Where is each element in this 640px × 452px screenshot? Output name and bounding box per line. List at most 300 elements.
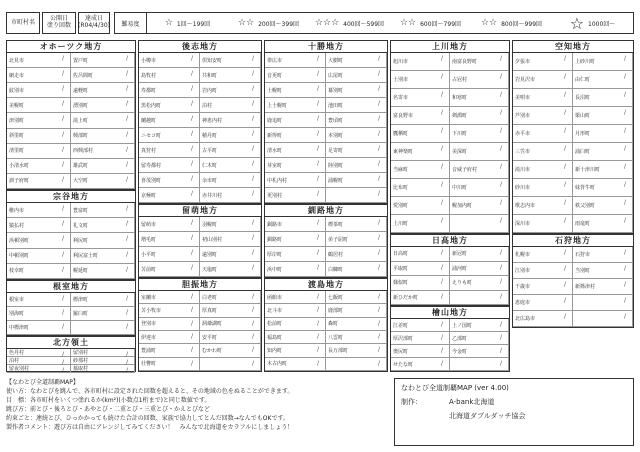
municipality-cell[interactable]: [71, 144, 135, 159]
municipality-cell[interactable]: [200, 247, 261, 262]
municipality-cell[interactable]: [513, 247, 573, 263]
municipality-cell[interactable]: [71, 249, 135, 264]
region-hoppo: [6, 336, 136, 372]
region-grid: [139, 291, 261, 371]
municipality-cell[interactable]: [200, 331, 261, 344]
municipality-cell[interactable]: [7, 307, 71, 321]
municipality-cell[interactable]: [450, 358, 509, 371]
municipality-cell[interactable]: [391, 125, 450, 143]
municipality-cell[interactable]: [200, 68, 261, 83]
municipality-name: 由仁町: [575, 77, 591, 83]
municipality-cell[interactable]: [7, 365, 71, 373]
municipality-cell[interactable]: [7, 113, 71, 128]
municipality-cell[interactable]: [7, 174, 71, 189]
municipality-cell[interactable]: [326, 331, 387, 344]
municipality-cell[interactable]: [71, 233, 135, 248]
municipality-cell[interactable]: [326, 83, 387, 98]
municipality-name: 中頓別町: [9, 253, 30, 260]
municipality-name: 七飯町: [328, 294, 344, 301]
municipality-cell[interactable]: [391, 71, 450, 89]
municipality-name: 千歳市: [515, 284, 531, 290]
region-title: 檜山地方: [391, 307, 509, 319]
date-slash: /: [316, 346, 319, 354]
region-okhotsk: [6, 40, 136, 190]
municipality-cell[interactable]: [139, 53, 200, 68]
date-slash: /: [61, 309, 64, 316]
municipality-cell[interactable]: [513, 71, 573, 89]
municipality-name: 京極町: [141, 192, 157, 199]
municipality-cell[interactable]: [391, 319, 450, 332]
date-slash: /: [61, 175, 64, 183]
header-box-achieved-label: 達成日 (R04/4/30): [78, 15, 110, 29]
municipality-cell[interactable]: [450, 276, 509, 291]
municipality-cell[interactable]: [71, 357, 135, 365]
municipality-cell[interactable]: [200, 344, 261, 357]
municipality-cell[interactable]: [7, 203, 71, 218]
credits-org: 北海道ダブルダッチ協会: [449, 412, 526, 420]
municipality-name: むかわ町: [202, 347, 223, 354]
municipality-cell[interactable]: [265, 83, 326, 98]
municipality-cell[interactable]: [265, 247, 326, 262]
municipality-cell[interactable]: [391, 345, 450, 358]
date-slash: /: [125, 359, 128, 366]
municipality-cell[interactable]: [7, 218, 71, 233]
municipality-cell[interactable]: [71, 83, 135, 98]
municipality-name: 根室市: [9, 297, 25, 303]
municipality-cell[interactable]: [450, 262, 509, 277]
municipality-cell[interactable]: [391, 358, 450, 371]
date-slash: /: [623, 127, 626, 134]
credits-maker: A-bank北海道: [449, 398, 495, 406]
date-slash: /: [377, 115, 380, 122]
municipality-cell[interactable]: [573, 89, 633, 107]
date-slash: /: [377, 55, 380, 62]
municipality-cell[interactable]: [71, 98, 135, 113]
date-slash: /: [190, 190, 193, 197]
municipality-cell[interactable]: [265, 318, 326, 331]
municipality-cell[interactable]: [391, 179, 450, 197]
municipality-name: 愛別町: [393, 203, 409, 209]
municipality-cell[interactable]: [200, 158, 261, 173]
municipality-cell[interactable]: [71, 349, 135, 357]
municipality-cell[interactable]: [513, 125, 573, 143]
municipality-cell[interactable]: [7, 233, 71, 248]
header-box-achieved: [78, 12, 110, 34]
municipality-name: 足寄町: [328, 147, 344, 154]
legend-range: 1000回～: [588, 20, 616, 28]
date-slash: /: [499, 127, 502, 134]
date-slash: /: [316, 219, 319, 226]
municipality-cell[interactable]: [265, 262, 326, 277]
municipality-cell[interactable]: [139, 262, 200, 277]
municipality-cell[interactable]: [200, 188, 261, 203]
municipality-cell[interactable]: [326, 344, 387, 357]
municipality-cell[interactable]: [71, 365, 135, 373]
date-slash: /: [251, 264, 254, 271]
date-slash: /: [440, 181, 443, 188]
credits-maker-label: 制作：: [401, 398, 422, 406]
municipality-name: 紋別市: [9, 87, 25, 94]
municipality-name: 様似町: [393, 280, 409, 287]
municipality-cell[interactable]: [391, 215, 450, 233]
municipality-name: 厚沢部町: [393, 335, 414, 342]
municipality-cell[interactable]: [200, 128, 261, 143]
municipality-cell[interactable]: [326, 247, 387, 262]
municipality-cell[interactable]: [450, 291, 509, 306]
date-slash: /: [377, 130, 380, 137]
date-slash: /: [499, 91, 502, 98]
municipality-cell[interactable]: [265, 113, 326, 128]
date-slash: /: [61, 205, 64, 212]
municipality-cell[interactable]: [265, 173, 326, 188]
municipality-cell[interactable]: [391, 197, 450, 215]
municipality-cell[interactable]: [265, 232, 326, 247]
municipality-cell[interactable]: [326, 53, 387, 68]
region-tokachi: [264, 40, 388, 204]
legend-tier: [309, 18, 390, 28]
region-grid: [391, 247, 509, 305]
municipality-cell[interactable]: [265, 98, 326, 113]
municipality-cell[interactable]: [71, 68, 135, 83]
municipality-cell[interactable]: [200, 232, 261, 247]
municipality-cell[interactable]: [139, 217, 200, 232]
municipality-cell[interactable]: [7, 68, 71, 83]
municipality-cell[interactable]: [573, 107, 633, 125]
date-slash: /: [251, 249, 254, 256]
municipality-cell[interactable]: [200, 98, 261, 113]
municipality-name: 留夜別村: [9, 366, 30, 372]
municipality-cell[interactable]: [326, 128, 387, 143]
municipality-cell[interactable]: [326, 173, 387, 188]
date-slash: /: [61, 85, 64, 93]
municipality-cell[interactable]: [513, 89, 573, 107]
municipality-cell[interactable]: [265, 217, 326, 232]
region-hiyama: [390, 306, 510, 372]
municipality-cell[interactable]: [326, 217, 387, 232]
municipality-cell[interactable]: [326, 158, 387, 173]
municipality-cell[interactable]: [139, 68, 200, 83]
municipality-name: 幌延町: [73, 268, 89, 275]
municipality-name: 清水町: [267, 147, 283, 154]
municipality-cell[interactable]: [7, 321, 71, 335]
region-grid: [7, 53, 135, 189]
municipality-cell[interactable]: [391, 107, 450, 125]
municipality-name: 苫前町: [141, 266, 157, 273]
municipality-cell[interactable]: [139, 331, 200, 344]
municipality-cell[interactable]: [391, 53, 450, 71]
municipality-cell[interactable]: [7, 357, 71, 365]
municipality-cell[interactable]: [71, 203, 135, 218]
region-title: 渡島地方: [265, 279, 387, 291]
date-slash: /: [61, 351, 64, 358]
municipality-cell[interactable]: [200, 318, 261, 331]
municipality-cell[interactable]: [573, 125, 633, 143]
region-title: 上川地方: [391, 41, 509, 53]
municipality-cell[interactable]: [391, 332, 450, 345]
region-kamikawa: [390, 40, 510, 234]
municipality-cell[interactable]: [573, 179, 633, 197]
municipality-cell[interactable]: [7, 98, 71, 113]
date-slash: /: [623, 145, 626, 152]
municipality-cell[interactable]: [513, 53, 573, 71]
municipality-cell[interactable]: [573, 247, 633, 263]
municipality-cell[interactable]: [139, 344, 200, 357]
date-slash: /: [251, 219, 254, 226]
date-slash: /: [563, 199, 566, 206]
municipality-cell[interactable]: [7, 293, 71, 307]
date-slash: /: [563, 73, 566, 80]
municipality-cell[interactable]: [450, 247, 509, 262]
municipality-cell[interactable]: [7, 349, 71, 357]
municipality-name: 上士幌町: [267, 102, 288, 109]
municipality-cell[interactable]: [265, 344, 326, 357]
region-grid: [513, 247, 633, 327]
municipality-name: 猿払村: [9, 222, 25, 229]
region-grid: [265, 217, 387, 277]
municipality-cell[interactable]: [513, 179, 573, 197]
date-slash: /: [61, 367, 64, 374]
municipality-cell[interactable]: [139, 358, 200, 371]
date-slash: /: [125, 367, 128, 374]
municipality-cell[interactable]: [139, 98, 200, 113]
municipality-cell[interactable]: [265, 331, 326, 344]
municipality-cell[interactable]: [573, 53, 633, 71]
municipality-cell[interactable]: [326, 232, 387, 247]
municipality-cell[interactable]: [513, 107, 573, 125]
municipality-cell[interactable]: [7, 159, 71, 174]
municipality-cell[interactable]: [71, 307, 135, 321]
difficulty-legend: [114, 12, 634, 34]
municipality-cell[interactable]: [7, 53, 71, 68]
municipality-cell[interactable]: [573, 263, 633, 279]
municipality-cell[interactable]: [200, 262, 261, 277]
municipality-cell[interactable]: [200, 173, 261, 188]
municipality-cell[interactable]: [200, 304, 261, 317]
date-slash: /: [623, 281, 626, 288]
municipality-cell[interactable]: [513, 295, 573, 311]
municipality-name: 鹿部町: [328, 307, 344, 314]
date-slash: /: [316, 160, 319, 167]
date-slash: /: [190, 293, 193, 300]
date-slash: /: [377, 70, 380, 77]
date-slash: /: [563, 127, 566, 134]
municipality-cell[interactable]: [450, 197, 509, 215]
municipality-cell[interactable]: [573, 279, 633, 295]
date-slash: /: [499, 217, 502, 224]
star-icon: ☆☆☆: [314, 18, 340, 28]
municipality-cell[interactable]: [265, 188, 326, 203]
municipality-cell[interactable]: [573, 311, 633, 327]
municipality-cell[interactable]: [139, 188, 200, 203]
municipality-cell[interactable]: [326, 98, 387, 113]
municipality-cell[interactable]: [139, 113, 200, 128]
municipality-cell[interactable]: [71, 321, 135, 335]
municipality-cell[interactable]: [265, 53, 326, 68]
municipality-cell[interactable]: [139, 158, 200, 173]
date-slash: /: [61, 250, 64, 258]
region-rumoi: [138, 204, 262, 278]
municipality-cell[interactable]: [200, 113, 261, 128]
municipality-name: 厚岸町: [267, 251, 283, 258]
municipality-cell[interactable]: [7, 144, 71, 159]
municipality-name: 東神楽町: [393, 149, 414, 155]
date-slash: /: [125, 145, 128, 153]
municipality-cell[interactable]: [265, 358, 326, 371]
date-slash: /: [251, 319, 254, 327]
municipality-cell[interactable]: [450, 53, 509, 71]
municipality-cell[interactable]: [391, 247, 450, 262]
municipality-cell[interactable]: [326, 262, 387, 277]
municipality-cell[interactable]: [71, 218, 135, 233]
municipality-name: 南富良野町: [452, 59, 478, 65]
municipality-cell[interactable]: [391, 276, 450, 291]
municipality-cell[interactable]: [513, 143, 573, 161]
municipality-name: 新十津川町: [575, 167, 601, 173]
date-slash: /: [190, 130, 193, 137]
municipality-cell[interactable]: [450, 215, 509, 233]
municipality-cell[interactable]: [265, 304, 326, 317]
municipality-cell[interactable]: [450, 345, 509, 358]
municipality-cell[interactable]: [450, 161, 509, 179]
municipality-cell[interactable]: [450, 332, 509, 345]
municipality-cell[interactable]: [7, 264, 71, 279]
municipality-cell[interactable]: [513, 311, 573, 327]
municipality-name: 稚内市: [9, 207, 25, 214]
date-slash: /: [190, 70, 193, 77]
municipality-cell[interactable]: [7, 249, 71, 264]
municipality-cell[interactable]: [71, 293, 135, 307]
municipality-name: 上川町: [393, 221, 409, 227]
municipality-name: 鹿追町: [267, 117, 283, 124]
municipality-cell[interactable]: [265, 143, 326, 158]
municipality-cell[interactable]: [326, 188, 387, 203]
municipality-name: 白糠町: [328, 266, 344, 273]
municipality-cell[interactable]: [513, 279, 573, 295]
municipality-cell[interactable]: [200, 291, 261, 304]
municipality-cell[interactable]: [573, 197, 633, 215]
municipality-cell[interactable]: [71, 159, 135, 174]
municipality-cell[interactable]: [391, 161, 450, 179]
municipality-cell[interactable]: [200, 143, 261, 158]
date-slash: /: [125, 265, 128, 273]
municipality-cell[interactable]: [391, 89, 450, 107]
municipality-cell[interactable]: [326, 113, 387, 128]
date-slash: /: [316, 100, 319, 107]
municipality-cell[interactable]: [139, 318, 200, 331]
date-slash: /: [440, 163, 443, 170]
municipality-cell[interactable]: [139, 304, 200, 317]
municipality-cell[interactable]: [265, 291, 326, 304]
municipality-cell[interactable]: [573, 161, 633, 179]
municipality-cell[interactable]: [326, 68, 387, 83]
municipality-cell[interactable]: [450, 107, 509, 125]
municipality-cell[interactable]: [450, 143, 509, 161]
date-slash: /: [440, 55, 443, 62]
municipality-cell[interactable]: [450, 319, 509, 332]
date-slash: /: [440, 199, 443, 206]
municipality-name: 枝幸町: [9, 268, 25, 275]
municipality-cell[interactable]: [200, 53, 261, 68]
region-title: 後志地方: [139, 41, 261, 53]
municipality-name: 倶知安町: [202, 57, 223, 64]
municipality-cell[interactable]: [450, 179, 509, 197]
date-slash: /: [316, 264, 319, 271]
municipality-cell[interactable]: [326, 358, 387, 371]
municipality-cell[interactable]: [139, 143, 200, 158]
date-slash: /: [125, 70, 128, 78]
date-slash: /: [563, 281, 566, 288]
date-slash: /: [125, 175, 128, 183]
municipality-cell[interactable]: [513, 215, 573, 233]
municipality-cell[interactable]: [513, 197, 573, 215]
municipality-name: 赤平市: [515, 131, 531, 137]
municipality-cell[interactable]: [573, 295, 633, 311]
municipality-name: 石狩市: [575, 252, 591, 258]
municipality-cell[interactable]: [326, 318, 387, 331]
municipality-cell[interactable]: [450, 71, 509, 89]
date-slash: /: [190, 306, 193, 314]
date-slash: /: [190, 332, 193, 340]
municipality-cell[interactable]: [139, 128, 200, 143]
municipality-cell[interactable]: [71, 113, 135, 128]
date-slash: /: [440, 292, 443, 300]
date-slash: /: [190, 264, 193, 271]
municipality-cell[interactable]: [71, 53, 135, 68]
municipality-cell[interactable]: [71, 129, 135, 144]
municipality-cell[interactable]: [139, 247, 200, 262]
municipality-cell[interactable]: [265, 68, 326, 83]
municipality-cell[interactable]: [7, 83, 71, 98]
municipality-cell[interactable]: [326, 143, 387, 158]
municipality-cell[interactable]: [573, 71, 633, 89]
municipality-cell[interactable]: [200, 83, 261, 98]
municipality-name: 鶴居村: [328, 251, 344, 258]
municipality-cell[interactable]: [200, 358, 261, 371]
date-slash: /: [440, 145, 443, 152]
municipality-cell[interactable]: [391, 143, 450, 161]
municipality-name: 旭川市: [393, 59, 409, 65]
municipality-cell[interactable]: [7, 129, 71, 144]
municipality-cell[interactable]: [71, 264, 135, 279]
municipality-cell[interactable]: [139, 173, 200, 188]
municipality-name: ニセコ町: [141, 132, 162, 139]
municipality-cell[interactable]: [391, 291, 450, 306]
municipality-cell[interactable]: [200, 217, 261, 232]
municipality-cell[interactable]: [391, 262, 450, 277]
municipality-cell[interactable]: [139, 232, 200, 247]
legend-tier: [228, 18, 309, 28]
municipality-cell[interactable]: [573, 143, 633, 161]
municipality-cell[interactable]: [265, 128, 326, 143]
municipality-cell[interactable]: [139, 83, 200, 98]
municipality-name: 森町: [328, 321, 339, 328]
municipality-name: 中札内村: [267, 177, 288, 184]
municipality-cell[interactable]: [513, 161, 573, 179]
municipality-cell[interactable]: [573, 215, 633, 233]
municipality-name: 浦幌町: [328, 177, 344, 184]
municipality-cell[interactable]: [265, 158, 326, 173]
municipality-cell[interactable]: [326, 291, 387, 304]
municipality-cell[interactable]: [326, 304, 387, 317]
date-slash: /: [440, 217, 443, 224]
municipality-name: 当麻町: [393, 167, 409, 173]
municipality-name: 北見市: [9, 57, 25, 64]
municipality-cell[interactable]: [450, 125, 509, 143]
municipality-cell[interactable]: [71, 174, 135, 189]
municipality-cell[interactable]: [450, 89, 509, 107]
municipality-cell[interactable]: [513, 263, 573, 279]
municipality-cell[interactable]: [139, 291, 200, 304]
